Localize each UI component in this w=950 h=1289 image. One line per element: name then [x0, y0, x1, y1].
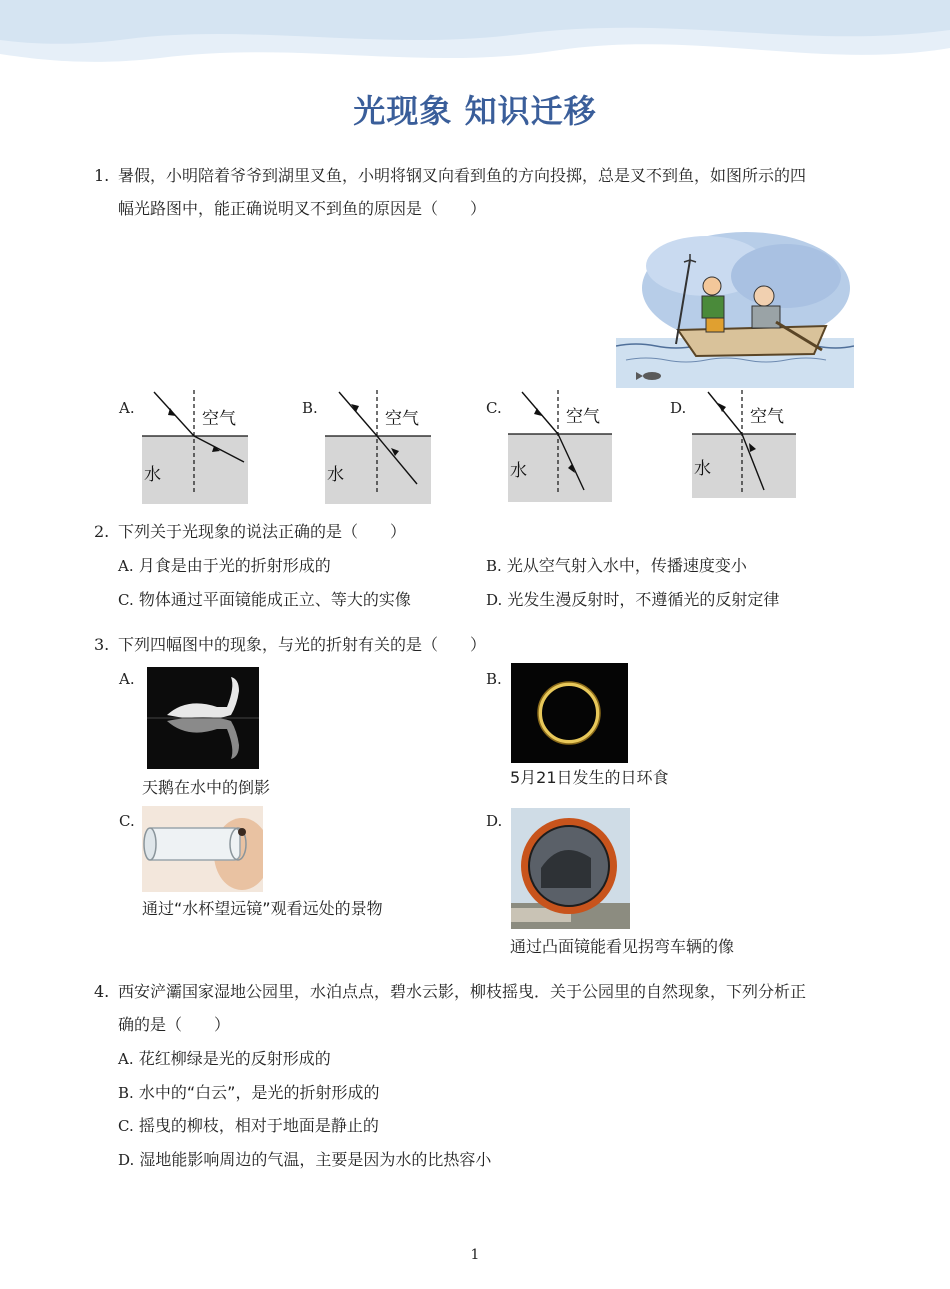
q1-diagram-c [508, 388, 612, 502]
q1-number: 1. [94, 166, 110, 185]
q3-option-c-letter: C. [119, 812, 135, 830]
q1-b-air-label: 空气 [385, 409, 419, 429]
page-title: 光现象 知识迁移 [353, 92, 597, 130]
q4-option-c-text: 摇曳的柳枝，相对于地面是静止的 [138, 1116, 379, 1135]
q1-diagram-b [325, 388, 431, 504]
q2-option-a-letter: A. [118, 557, 134, 575]
q4-option-c[interactable] [118, 1116, 379, 1136]
q1-a-water-label: 水 [144, 465, 161, 485]
q1-option-d-letter: D. [670, 399, 687, 417]
header-wave-decoration [0, 0, 950, 80]
q3-option-a-caption: 天鹅在水中的倒影 [142, 778, 271, 797]
q1-diagram-d [692, 388, 796, 498]
q1-stem-line1: 暑假，小明陪着爷爷到湖里叉鱼，小明将钢叉向看到鱼的方向投掷，总是叉不到鱼，如图所示的四 [118, 166, 807, 185]
q3-option-d-caption: 通过凸面镜能看见拐弯车辆的像 [510, 937, 735, 956]
q2-option-d-text: 光发生漫反射时，不遵循光的反射定律 [507, 590, 780, 609]
q3-number: 3. [94, 635, 110, 654]
q4-option-d-text: 湿地能影响周边的气温，主要是因为水的比热容小 [139, 1150, 492, 1169]
q3-option-b-caption: 5月21日发生的日环食 [510, 768, 669, 787]
q1-d-water-label: 水 [694, 459, 711, 479]
q1-c-water-label: 水 [510, 461, 527, 481]
q4-option-c-letter: C. [118, 1117, 134, 1135]
q2-option-a[interactable] [118, 556, 331, 576]
q2-option-b[interactable] [486, 556, 747, 576]
water-glass-telescope-image [142, 806, 263, 892]
q1-option-c-letter: C. [486, 399, 502, 417]
q4-option-b[interactable] [118, 1083, 379, 1103]
q1-a-air-label: 空气 [202, 409, 236, 429]
q4-option-a[interactable] [118, 1049, 331, 1069]
q4-number: 4. [94, 982, 110, 1001]
q4-option-b-letter: B. [118, 1084, 134, 1102]
q4-option-a-text: 花红柳绿是光的反射形成的 [138, 1049, 331, 1068]
q1-c-air-label: 空气 [566, 407, 600, 427]
q2-option-c-letter: C. [118, 591, 134, 609]
q1-d-air-label: 空气 [750, 407, 784, 427]
q2-stem: 下列关于光现象的说法正确的是（ ） [118, 522, 407, 541]
q1-diagram-a [142, 388, 248, 504]
swan-reflection-image [147, 667, 259, 769]
q2-option-b-letter: B. [486, 557, 502, 575]
fishing-boat-illustration [616, 226, 854, 388]
q2-option-c[interactable] [118, 590, 411, 610]
q4-option-a-letter: A. [118, 1050, 134, 1068]
q2-option-c-text: 物体通过平面镜能成正立、等大的实像 [138, 590, 411, 609]
q4-option-b-text: 水中的“白云”，是光的折射形成的 [138, 1083, 380, 1102]
q2-option-d-letter: D. [486, 591, 503, 609]
q1-option-b-letter: B. [302, 399, 318, 417]
page-number: 1 [470, 1247, 480, 1263]
q2-option-a-text: 月食是由于光的折射形成的 [138, 556, 331, 575]
q1-option-a-letter: A. [119, 399, 135, 417]
q2-option-d[interactable] [486, 590, 779, 610]
q4-stem-line1: 西安浐灞国家湿地公园里，水泊点点，碧水云影，柳枝摇曳．关于公园里的自然现象，下列分析正 [118, 982, 807, 1001]
q3-option-a-letter: A. [119, 670, 135, 688]
q4-stem-line2: 确的是（ ） [118, 1015, 231, 1034]
q3-option-b-letter: B. [486, 670, 502, 688]
annular-eclipse-image [511, 663, 628, 763]
q3-option-d-letter: D. [486, 812, 503, 830]
convex-mirror-image [511, 808, 630, 929]
q1-b-water-label: 水 [327, 465, 344, 485]
q3-option-c-caption: 通过“水杯望远镜”观看远处的景物 [142, 899, 383, 918]
q1-stem-line2: 幅光路图中，能正确说明叉不到鱼的原因是（ ） [118, 199, 487, 218]
q2-option-b-text: 光从空气射入水中，传播速度变小 [506, 556, 747, 575]
q4-option-d[interactable] [118, 1150, 491, 1170]
q3-stem: 下列四幅图中的现象，与光的折射有关的是（ ） [118, 635, 487, 654]
q2-number: 2. [94, 522, 110, 541]
q4-option-d-letter: D. [118, 1151, 135, 1169]
